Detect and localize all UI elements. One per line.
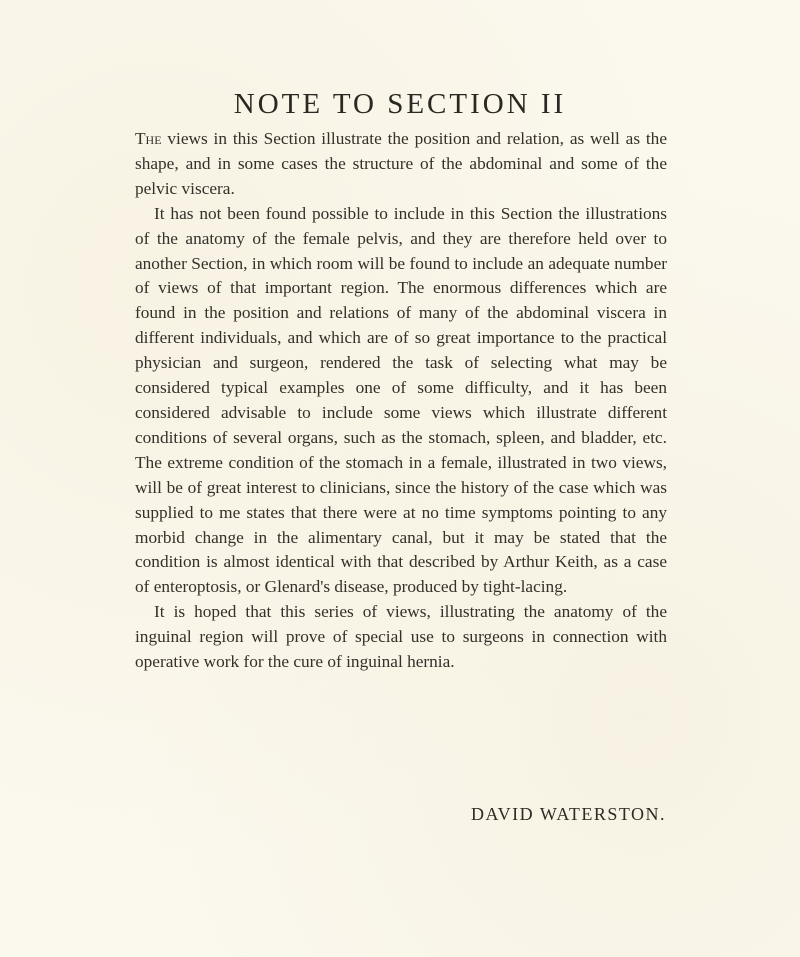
page-title: NOTE TO SECTION II — [233, 88, 567, 120]
paragraph-3: It is hoped that this series of views, illustrating the anatomy of the inguinal region will prove of special use to surgeons in connection with operative work for the cure of inguinal hernia. — [135, 602, 667, 672]
note-body — [135, 127, 667, 675]
paragraph-2: It has not been found possible to include in this Section the illustrations of the anatomy of the female pelvis, and they are therefore held over to another Section, in which room will be found to include an adequate number of views of that important region. The enormous differences which are found in the position and relations of many of the abdominal viscera in different individuals, and which are of so great importance to the practical physician and surgeon, rendered the task of selecting what may be considered typical examples one of some difficulty, and it has been considered advisable to include some views which illustrate different conditions of several organs, such as the stomach, spleen, and bladder, etc. The extreme condition of the stomach in a female, illustrated in two views, will be of great interest to clinicians, since the history of the case which was supplied to me states that there were at no time symptoms pointing to any morbid change in the alimentary canal, but it may be stated that the condition is almost identical with that described by Arthur Keith, as a case of enteroptosis, or Glenard's disease, produced by tight-lacing. — [135, 203, 667, 597]
paragraph-1 — [135, 127, 667, 202]
paragraph-1-text: views in this Section illustrate the position and relation, as well as the shape, and in some cases the structure of the abdominal and some of the pelvic viscera. — [135, 129, 667, 198]
author-signature: DAVID WATERSTON. — [471, 804, 667, 824]
paragraph-1-lead: The — [135, 129, 162, 148]
